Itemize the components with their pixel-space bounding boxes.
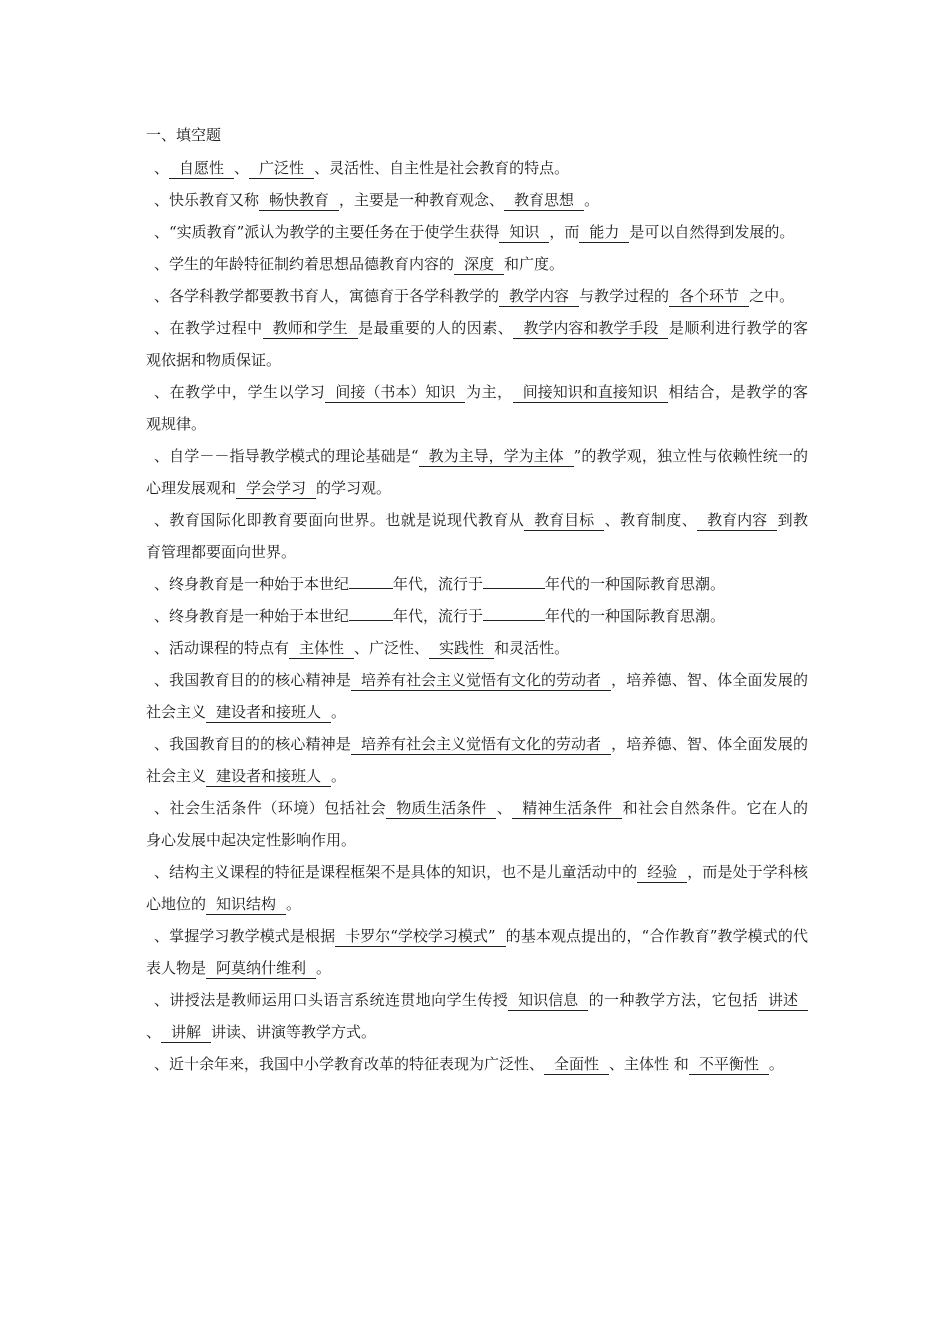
question-item: 、教育国际化即教育要面向世界。也就是说现代教育从 教育目标 、教育制度、 教育内容 到教育管理都要面向世界。 [146, 511, 808, 561]
question-item: 、自学－－指导教学模式的理论基础是“ 教为主导，学为主体 ”的教学观，独立性与依赖性统一的心理发展观和 学会学习 的学习观。 [146, 447, 809, 497]
answer-blank: 不平衡性 [689, 1054, 769, 1075]
answer-blank: 广泛性 [249, 158, 314, 179]
empty-answer-blank [349, 588, 393, 589]
question-item: 、在教学中，学生以学习 间接（书本）知识 为主， 间接知识和直接知识 相结合，是教学的客观规律。 [146, 383, 808, 433]
answer-blank: 教为主导，学为主体 [419, 446, 574, 467]
answer-blank: 阿莫纳什维利 [206, 958, 316, 979]
fill-in-question-list [146, 152, 808, 1080]
answer-blank: 教育内容 [697, 510, 777, 531]
section-heading: 一、填空题 [146, 126, 222, 144]
question-item: 、 自愿性 、 广泛性 、灵活性、自主性是社会教育的特点。 [154, 159, 570, 177]
question-item: 、掌握学习教学模式是根据 卡罗尔“学校学习模式” 的基本观点提出的，“合作教育”教学模式的代表人物是 阿莫纳什维利 。 [146, 927, 808, 977]
empty-answer-blank [349, 620, 393, 621]
question-item: 、在教学过程中 教师和学生 是最重要的人的因素、 教学内容和教学手段 是顺利进行教学的客观依据和物质保证。 [146, 319, 808, 369]
empty-answer-blank [483, 620, 545, 621]
question-item: 、讲授法是教师运用口头语言系统连贯地向学生传授 知识信息 的一种教学方法，它包括 讲述、 讲解 讲读、讲演等教学方式。 [146, 984, 808, 1048]
question-item: 、各学科教学都要教书育人，寓德育于各学科教学的 教学内容 与教学过程的 各个环节 之中。 [154, 287, 795, 305]
answer-blank: 间接（书本）知识 [325, 382, 465, 403]
answer-blank: 培养有社会主义觉悟有文化的劳动者 [351, 670, 611, 691]
answer-blank: 知识信息 [508, 990, 588, 1011]
empty-answer-blank [483, 588, 545, 589]
answer-blank: 讲解 [161, 1022, 211, 1043]
answer-blank: 讲述 [758, 990, 808, 1011]
answer-blank: 建设者和接班人 [206, 766, 331, 787]
question-item: 、活动课程的特点有 主体性 、广泛性、 实践性 和灵活性。 [154, 639, 570, 657]
answer-blank: 学会学习 [236, 478, 316, 499]
answer-blank: 教育思想 [504, 190, 584, 211]
answer-blank: 实践性 [429, 638, 494, 659]
question-item: 、学生的年龄特征制约着思想品德教育内容的 深度 和广度。 [154, 255, 565, 273]
answer-blank: 全面性 [544, 1054, 609, 1075]
question-item: 、终身教育是一种始于本世纪 年代，流行于 年代的一种国际教育思潮。 [154, 607, 726, 625]
answer-blank: 精神生活条件 [512, 798, 622, 819]
question-item: 、近十余年来，我国中小学教育改革的特征表现为广泛性、 全面性 、主体性 和 不平衡性 。 [154, 1055, 784, 1073]
question-item: 、我国教育目的的核心精神是 培养有社会主义觉悟有文化的劳动者 ，培养德、智、体全面发展的社会主义 建设者和接班人 。 [146, 735, 808, 785]
answer-blank: 培养有社会主义觉悟有文化的劳动者 [351, 734, 611, 755]
answer-blank: 教师和学生 [263, 318, 358, 339]
question-item: 、结构主义课程的特征是课程框架不是具体的知识，也不是儿童活动中的 经验 ，而是处于学科核心地位的 知识结构 。 [146, 863, 808, 913]
answer-blank: 知识 [499, 222, 549, 243]
question-item: 、终身教育是一种始于本世纪 年代，流行于 年代的一种国际教育思潮。 [154, 575, 726, 593]
answer-blank: 经验 [637, 862, 687, 883]
question-item: 、“实质教育”派认为教学的主要任务在于使学生获得 知识 ，而 能力 是可以自然得到发展的。 [154, 223, 795, 241]
answer-blank: 各个环节 [669, 286, 749, 307]
answer-blank: 物质生活条件 [386, 798, 496, 819]
answer-blank: 知识结构 [206, 894, 286, 915]
answer-blank: 教学内容和教学手段 [513, 318, 668, 339]
answer-blank: 主体性 [289, 638, 354, 659]
question-item: 、快乐教育又称 畅快教育 ，主要是一种教育观念、 教育思想 。 [154, 191, 600, 209]
question-item: 、我国教育目的的核心精神是 培养有社会主义觉悟有文化的劳动者 ，培养德、智、体全面发展的社会主义 建设者和接班人 。 [146, 671, 808, 721]
answer-blank: 建设者和接班人 [206, 702, 331, 723]
answer-blank: 间接知识和直接知识 [513, 382, 668, 403]
question-item: 、社会生活条件（环境）包括社会 物质生活条件 、 精神生活条件 和社会自然条件。它在人的身心发展中起决定性影响作用。 [146, 799, 808, 849]
answer-blank: 深度 [454, 254, 504, 275]
answer-blank: 教学内容 [499, 286, 579, 307]
answer-blank: 卡罗尔“学校学习模式” [335, 926, 505, 947]
answer-blank: 畅快教育 [259, 190, 339, 211]
answer-blank: 教育目标 [524, 510, 604, 531]
answer-blank: 能力 [579, 222, 629, 243]
answer-blank: 自愿性 [169, 158, 234, 179]
